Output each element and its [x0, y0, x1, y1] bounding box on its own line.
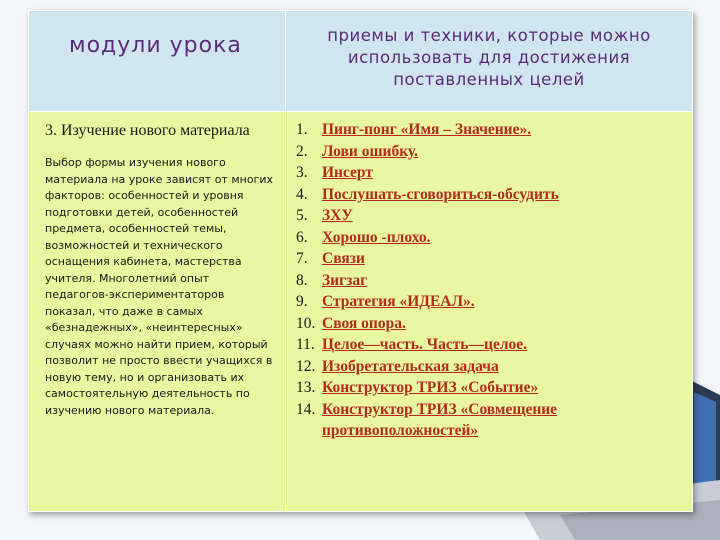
- header-techniques: [286, 11, 693, 112]
- header-lesson-modules-text: модули урока: [69, 33, 242, 58]
- technique-item: [296, 227, 686, 249]
- table-header-row: [29, 11, 693, 112]
- technique-item: [296, 162, 686, 184]
- technique-number: 5.: [296, 207, 308, 224]
- technique-link[interactable]: Пинг-понг «Имя – Значение».: [322, 121, 532, 138]
- technique-number: 7.: [296, 250, 308, 267]
- technique-item: [296, 399, 686, 442]
- technique-number: 1.: [296, 121, 308, 138]
- table-row: [29, 112, 693, 512]
- technique-link[interactable]: Связи: [322, 250, 365, 267]
- technique-item: [296, 334, 686, 356]
- technique-link[interactable]: ЗХУ: [322, 207, 353, 224]
- technique-item: [296, 248, 686, 270]
- technique-item: [296, 119, 686, 141]
- technique-number: 4.: [296, 185, 308, 203]
- technique-number: 6.: [296, 228, 308, 246]
- technique-item: [296, 377, 686, 399]
- technique-number: 3.: [296, 164, 308, 181]
- technique-number: 13.: [296, 379, 316, 396]
- technique-link[interactable]: Инсерт: [322, 164, 373, 181]
- technique-link[interactable]: Лови ошибку.: [322, 142, 419, 160]
- technique-link[interactable]: Зигзаг: [322, 271, 368, 289]
- technique-link[interactable]: Своя опора.: [322, 314, 406, 332]
- technique-number: 14.: [296, 400, 316, 418]
- technique-item: [296, 141, 686, 163]
- techniques-cell: [286, 112, 693, 512]
- technique-item: [296, 205, 686, 227]
- technique-number: 9.: [296, 293, 308, 310]
- module-cell: [29, 112, 286, 512]
- technique-number: 2.: [296, 142, 308, 160]
- technique-link[interactable]: Целое—часть. Часть—целое.: [322, 336, 528, 353]
- header-lesson-modules: [29, 11, 286, 112]
- technique-link[interactable]: Изобретательская задача: [322, 357, 499, 375]
- technique-item: [296, 184, 686, 206]
- module-title: 3. Изучение нового материала: [45, 122, 250, 139]
- technique-link[interactable]: Хорошо -плохо.: [322, 228, 431, 246]
- technique-item: [296, 291, 686, 313]
- header-techniques-text: приемы и техники, которые можно использовать для достижения поставленных целей: [327, 26, 651, 89]
- technique-number: 11.: [296, 336, 315, 353]
- technique-item: [296, 270, 686, 292]
- technique-link[interactable]: Конструктор ТРИЗ «Совмещение противоположностей»: [322, 400, 558, 439]
- technique-number: 8.: [296, 271, 308, 289]
- technique-number: 10.: [296, 314, 316, 332]
- lesson-modules-table: [28, 10, 693, 512]
- technique-link[interactable]: Конструктор ТРИЗ «Событие»: [322, 379, 539, 396]
- technique-number: 12.: [296, 357, 316, 375]
- technique-item: [296, 313, 686, 335]
- technique-item: [296, 356, 686, 378]
- module-description: Выбор формы изучения нового материала на уроке зависят от многих факторов: особенностей и уровня подготовки детей, особенностей предмета, особенностей темы, возможностей и технического оснащения кабинета, мастерства учителя. Многолетний опыт педагогов-экспериментаторов показал, что даже в самых «безнадежных», «неинтересных» случаях можно найти прием, который позволит не просто ввести учащихся в новую тему, но и организовать их самостоятельную деятельность по изучению нового материала.: [45, 156, 273, 417]
- technique-link[interactable]: Стратегия «ИДЕАЛ».: [322, 293, 475, 310]
- techniques-list: [296, 119, 686, 442]
- technique-link[interactable]: Послушать-сговориться-обсудить: [322, 185, 559, 203]
